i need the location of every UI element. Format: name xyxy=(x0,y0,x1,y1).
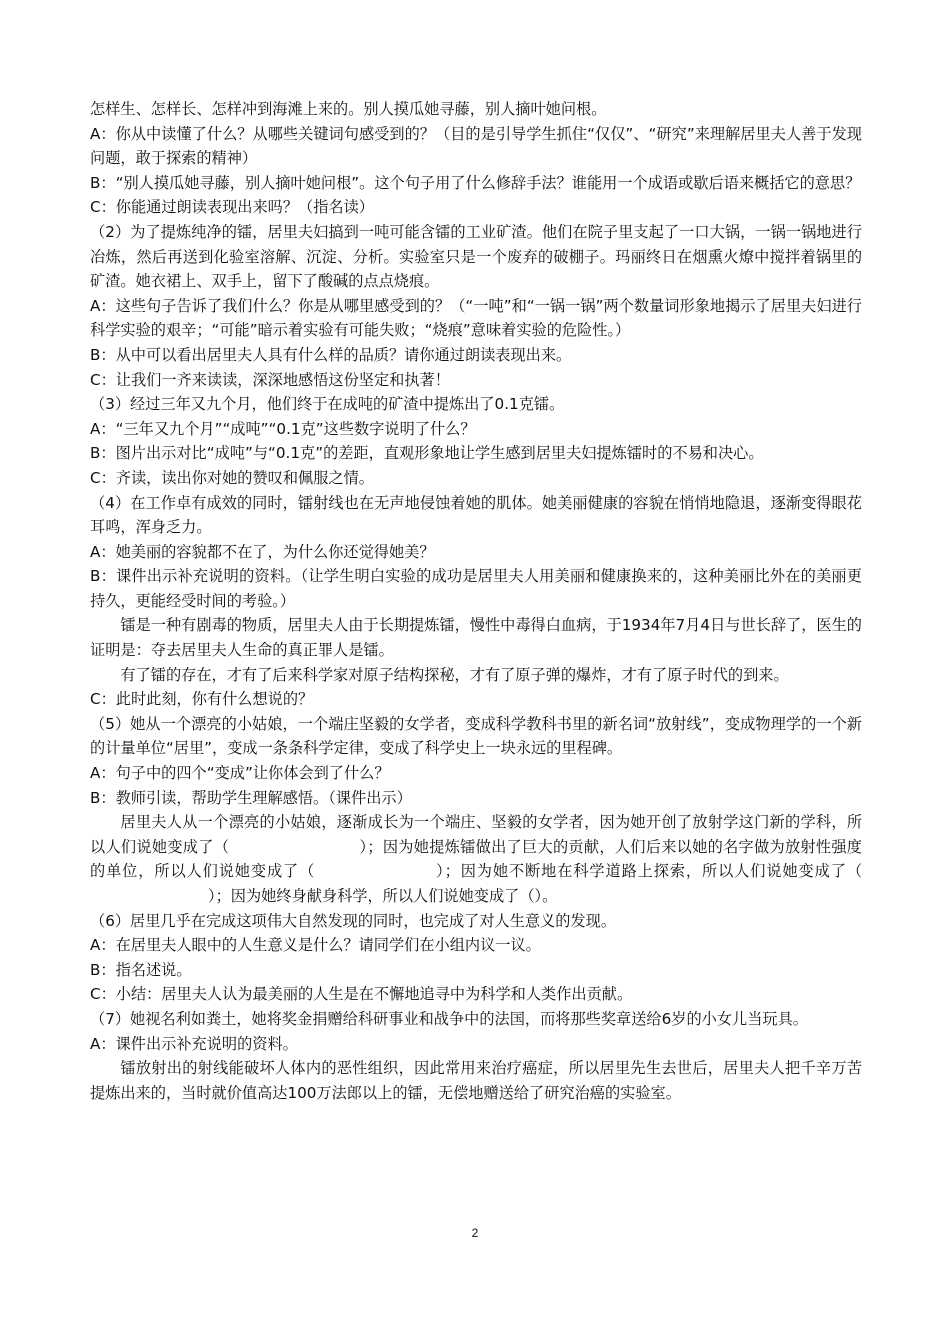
body-text xyxy=(90,97,862,1105)
page-number: 2 xyxy=(471,1226,479,1240)
question-b: B：指名述说。 xyxy=(90,960,192,979)
question-b: B：图片出示对比“成吨”与“0.1克”的差距，直观形象地让学生感到居里夫妇提炼镭时的不易和决心。 xyxy=(90,444,764,463)
question-a: A：课件出示补充说明的资料。 xyxy=(90,1034,298,1053)
question-b: B：“别人摸瓜她寻藤，别人摘叶她问根”。这个句子用了什么修辞手法？谁能用一个成语或歇后语来概括它的意思？ xyxy=(90,173,861,192)
question-b: B：课件出示补充说明的资料。（让学生明白实验的成功是居里夫人用美丽和健康换来的，这种美丽比外在的美丽更持久，更能经受时间的考验。） xyxy=(90,567,862,610)
question-c: C：小结：居里夫人认为最美丽的人生是在不懈地追寻中为科学和人类作出贡献。 xyxy=(90,985,633,1004)
question-a: A：在居里夫人眼中的人生意义是什么？请同学们在小组内议一议。 xyxy=(90,936,541,955)
question-c: C：齐读，读出你对她的赞叹和佩服之情。 xyxy=(90,468,374,487)
section-4: （4）在工作卓有成效的同时，镭射线也在无声地侵蚀着她的肌体。她美丽健康的容貌在悄悄地隐退，逐渐变得眼花耳鸣，浑身乏力。 xyxy=(90,493,862,537)
question-c: C：让我们一齐来读读，深深地感悟这份坚定和执著！ xyxy=(90,370,450,389)
question-a: A：她美丽的容貌都不在了，为什么你还觉得她美？ xyxy=(90,542,435,561)
question-a: A：这些句子告诉了我们什么？你是从哪里感受到的？（“一吨”和“一锅一锅”两个数量词形象地揭示了居里夫妇进行科学实验的艰辛；“可能”暗示着实验有可能失败；“烧痕”意味着实验的危险性。） xyxy=(90,296,862,340)
fill-part-4: ）；因为她终身献身科学，所以人们说她变成了（）。 xyxy=(208,887,558,905)
fill-part-3: ）；因为她不断地在科学道路上探索，所以人们说她变成了（ xyxy=(435,862,863,881)
supplement-text: 镭是一种有剧毒的物质，居里夫人由于长期提炼镭，慢性中毒得白血病，于1934年7月4日与世长辞了，医生的证明是：夺去居里夫人生命的真正罪人是镭。 xyxy=(90,616,862,660)
question-a: A：句子中的四个“变成”让你体会到了什么？ xyxy=(90,764,390,783)
supplement-text: 镭放射出的射线能破坏人体内的恶性组织，因此常用来治疗癌症，所以居里先生去世后，居里夫人把千辛万苦提炼出来的，当时就价值高达100万法郎以上的镭，无偿地赠送给了研究治癌的实验室。 xyxy=(90,1059,862,1102)
question-c: C：你能通过朗读表现出来吗？（指名读） xyxy=(90,198,374,217)
section-6: （6）居里几乎在完成这项伟大自然发现的同时，也完成了对人生意义的发现。 xyxy=(90,911,617,930)
fill-in-sentence xyxy=(90,810,862,908)
question-b: B：教师引读，帮助学生理解感悟。（课件出示） xyxy=(90,788,412,807)
question-c: C：此时此刻，你有什么想说的？ xyxy=(90,690,314,709)
fill-part-2: ）；因为她提炼镭做出了巨大的贡献，人们后来以她的名字做为放射性强度的单位，所以人们说她变成了（ xyxy=(90,837,862,881)
question-a: A：“三年又九个月”“成吨”“0.1克”这些数字说明了什么？ xyxy=(90,419,476,438)
question-b: B：从中可以看出居里夫人具有什么样的品质？请你通过朗读表现出来。 xyxy=(90,345,572,364)
paragraph: 怎样生、怎样长、怎样冲到海滩上来的。别人摸瓜她寻藤，别人摘叶她问根。 xyxy=(90,100,607,118)
section-3: （3）经过三年又九个月，他们终于在成吨的矿渣中提炼出了0.1克镭。 xyxy=(90,395,565,414)
section-5: （5）她从一个漂亮的小姑娘，一个端庄坚毅的女学者，变成科学教科书里的新名词“放射线”，变成物理学的一个新的计量单位“居里”，变成一条条科学定律，变成了科学史上一块永远的里程碑。 xyxy=(90,714,862,758)
question-a: A：你从中读懂了什么？从哪些关键词句感受到的？（目的是引导学生抓住“仅仅”、“研究”来理解居里夫人善于发现问题，敢于探索的精神） xyxy=(90,124,862,168)
section-2: （2）为了提炼纯净的镭，居里夫妇搞到一吨可能含镭的工业矿渣。他们在院子里支起了一口大锅，一锅一锅地进行冶炼，然后再送到化验室溶解、沉淀、分析。实验室只是一个废弃的破棚子。玛丽终日在烟熏火燎中搅拌着锅里的矿渣。她衣裙上、双手上，留下了酸碱的点点烧痕。 xyxy=(90,222,862,291)
section-7: （7）她视名利如粪土，她将奖金捐赠给科研事业和战争中的法国，而将那些奖章送给6岁的小女儿当玩具。 xyxy=(90,1009,808,1028)
fill-part-1: 居里夫人从一个漂亮的小姑娘，逐渐成长为一个端庄、坚毅的女学者，因为她开创了放射学这门新的学科，所以人们说她变成了（ xyxy=(90,813,862,856)
supplement-text: 有了镭的存在，才有了后来科学家对原子结构探秘，才有了原子弹的爆炸，才有了原子时代的到来。 xyxy=(120,665,789,684)
